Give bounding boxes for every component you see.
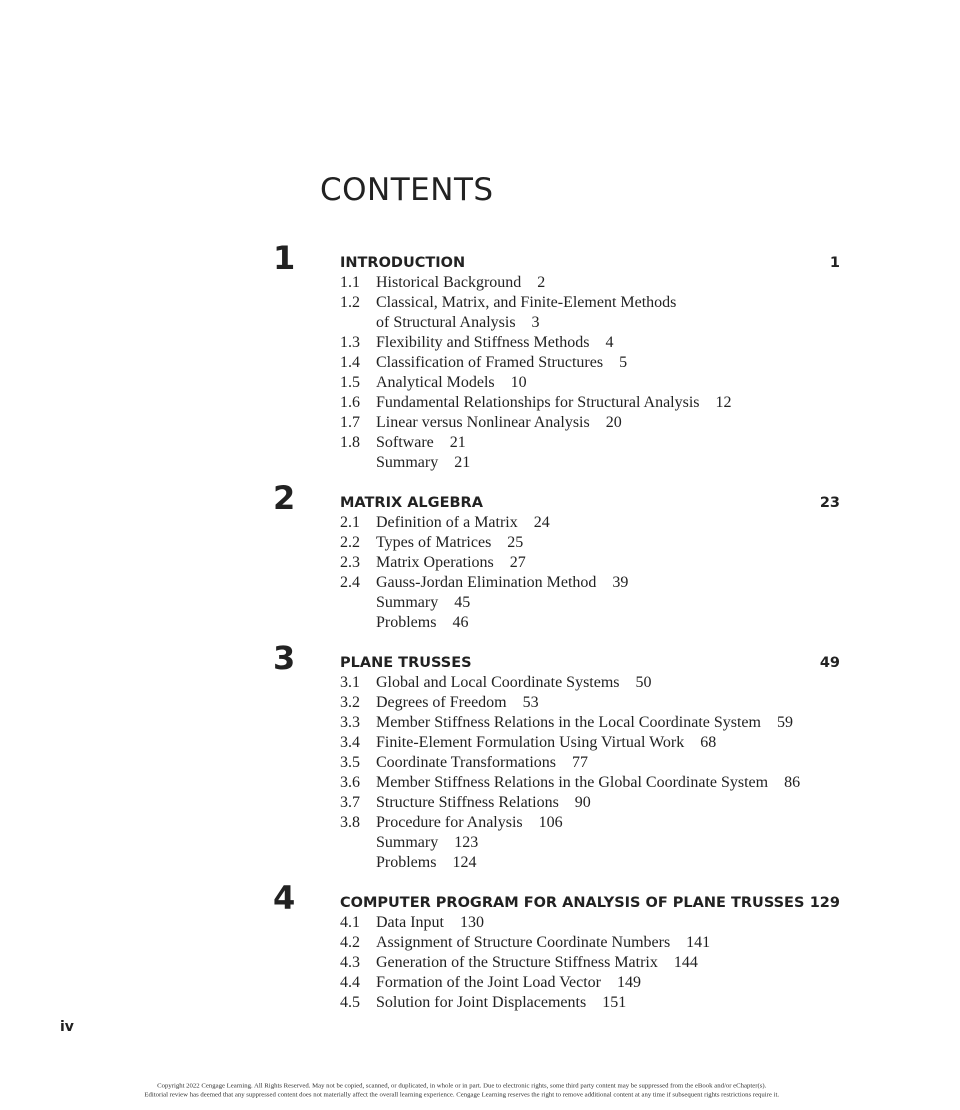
section-page-number: 25 [507, 534, 524, 551]
section-page-number: 21 [449, 434, 466, 451]
section-title: Summary [376, 594, 439, 611]
section-number: 1.5 [340, 374, 360, 391]
page-folio: iv [60, 1019, 74, 1035]
chapter-title: MATRIX ALGEBRA [340, 495, 483, 511]
section-title: Software [376, 434, 434, 451]
toc-entry[interactable] [340, 313, 860, 333]
section-title: Gauss-Jordan Elimination Method [376, 574, 597, 591]
section-number: 1.4 [340, 354, 360, 371]
toc-entry[interactable] [340, 753, 860, 773]
section-number: 1.7 [340, 414, 360, 431]
toc-entry[interactable] [340, 773, 860, 793]
chapter-number: 4 [273, 879, 296, 917]
toc-entry[interactable] [340, 593, 860, 613]
chapter-title: COMPUTER PROGRAM FOR ANALYSIS OF PLANE TRUSSES [340, 895, 805, 911]
section-title: Generation of the Structure Stiffness Matrix [376, 954, 658, 971]
section-number: 4.1 [340, 914, 360, 931]
section-title: Fundamental Relationships for Structural Analysis [376, 394, 700, 411]
toc-entry[interactable] [340, 273, 860, 293]
section-number: 2.2 [340, 534, 360, 551]
section-page-number: 5 [619, 354, 628, 371]
section-page-number: 86 [784, 774, 801, 791]
section-title: Classical, Matrix, and Finite-Element Methods [376, 294, 677, 311]
section-title: Structure Stiffness Relations [376, 794, 559, 811]
section-title: Problems [376, 614, 437, 631]
section-page-number: 149 [617, 974, 641, 991]
section-list [340, 913, 860, 1013]
chapter-page-number: 129 [809, 895, 840, 911]
section-number: 3.1 [340, 674, 360, 691]
section-page-number: 141 [686, 934, 711, 951]
section-title: Flexibility and Stiffness Methods [376, 334, 590, 351]
section-title: Problems [376, 854, 437, 871]
chapter-page-number: 49 [819, 655, 840, 671]
chapter-heading[interactable] [340, 493, 840, 513]
toc-entry[interactable] [340, 453, 860, 473]
section-title: of Structural Analysis [376, 314, 516, 331]
section-title: Summary [376, 834, 439, 851]
chapter-page-number: 23 [819, 495, 840, 511]
section-number: 1.1 [340, 274, 360, 291]
section-number: 2.1 [340, 514, 360, 531]
section-number: 3.3 [340, 714, 360, 731]
chapter-heading[interactable] [340, 893, 840, 913]
section-number: 1.2 [340, 294, 360, 311]
section-title: Types of Matrices [376, 534, 492, 551]
toc-entry[interactable] [340, 953, 860, 973]
chapter-page-number: 1 [829, 255, 840, 271]
toc-entry[interactable] [340, 933, 860, 953]
section-number: 3.6 [340, 774, 360, 791]
section-list [340, 513, 860, 633]
toc-entry[interactable] [340, 853, 860, 873]
section-page-number: 53 [522, 694, 539, 711]
section-title: Historical Background [376, 274, 522, 291]
section-number: 4.5 [340, 994, 360, 1011]
section-page-number: 27 [509, 554, 526, 571]
section-page-number: 46 [452, 614, 469, 631]
toc-entry[interactable] [340, 533, 860, 553]
chapter-heading[interactable] [340, 253, 840, 273]
toc-entry[interactable] [340, 353, 860, 373]
chapter-number: 1 [273, 239, 296, 277]
chapter-title: INTRODUCTION [340, 255, 466, 271]
toc-entry[interactable] [340, 413, 860, 433]
section-page-number: 10 [510, 374, 527, 391]
section-number: 3.4 [340, 734, 360, 751]
toc-entry[interactable] [340, 993, 860, 1013]
section-list [340, 673, 860, 873]
toc-entry[interactable] [340, 733, 860, 753]
section-page-number: 123 [454, 834, 479, 851]
section-number: 3.8 [340, 814, 360, 831]
section-title: Classification of Framed Structures [376, 354, 604, 371]
section-number: 1.3 [340, 334, 360, 351]
section-list [340, 273, 860, 473]
section-title: Analytical Models [376, 374, 495, 391]
section-title: Matrix Operations [376, 554, 494, 571]
toc-entry[interactable] [340, 793, 860, 813]
section-page-number: 90 [574, 794, 591, 811]
section-page-number: 50 [635, 674, 652, 691]
section-page-number: 45 [454, 594, 471, 611]
toc-entry[interactable] [340, 513, 860, 533]
toc-entry[interactable] [340, 713, 860, 733]
toc-entry[interactable] [340, 433, 860, 453]
toc-entry[interactable] [340, 813, 860, 833]
copyright-line: Copyright 2022 Cengage Learning. All Rights Reserved. May not be copied, scanned, or duplicated, in whole or in part. Due to electronic rights, some third party content may be suppressed from the eBook and/or eChapter(s). [157, 1081, 767, 1090]
section-number: 1.8 [340, 434, 360, 451]
toc-entry[interactable] [340, 613, 860, 633]
section-number: 2.4 [340, 574, 360, 591]
section-title: Member Stiffness Relations in the Local Coordinate System [376, 714, 761, 731]
section-page-number: 59 [776, 714, 793, 731]
toc-entry[interactable] [340, 393, 860, 413]
chapter-number: 3 [273, 639, 296, 677]
section-page-number: 144 [673, 954, 698, 971]
section-page-number: 68 [700, 734, 717, 751]
section-number: 3.2 [340, 694, 360, 711]
section-page-number: 20 [605, 414, 622, 431]
section-page-number: 77 [572, 754, 588, 771]
toc-entry[interactable] [340, 693, 860, 713]
section-page-number: 4 [605, 334, 614, 351]
toc-entry[interactable] [340, 293, 860, 313]
copyright-notice [0, 1081, 923, 1099]
section-title: Assignment of Structure Coordinate Numbers [376, 934, 671, 951]
page-title: CONTENTS [320, 172, 494, 208]
copyright-line: Editorial review has deemed that any suppressed content does not materially affect the overall learning experience. Cengage Learning reserves the right to remove additional content at any time if subsequent rights restrictions require it. [144, 1090, 780, 1099]
section-page-number: 151 [602, 994, 627, 1011]
toc-entry[interactable] [340, 673, 860, 693]
toc-entry[interactable] [340, 913, 860, 933]
section-title: Coordinate Transformations [376, 754, 556, 771]
chapter-title: PLANE TRUSSES [340, 655, 472, 671]
section-title: Definition of a Matrix [376, 514, 518, 531]
section-title: Degrees of Freedom [376, 694, 507, 711]
section-title: Solution for Joint Displacements [376, 994, 587, 1011]
section-number: 1.6 [340, 394, 360, 411]
section-title: Formation of the Joint Load Vector [376, 974, 601, 991]
toc-entry[interactable] [340, 573, 860, 593]
section-page-number: 2 [537, 274, 546, 291]
toc-entry[interactable] [340, 373, 860, 393]
section-title: Global and Local Coordinate Systems [376, 674, 620, 691]
section-number: 3.5 [340, 754, 360, 771]
section-page-number: 106 [538, 814, 563, 831]
section-title: Member Stiffness Relations in the Global Coordinate System [376, 774, 769, 791]
section-page-number: 24 [533, 514, 550, 531]
section-page-number: 21 [454, 454, 471, 471]
section-title: Data Input [376, 914, 444, 931]
section-title: Summary [376, 454, 439, 471]
toc-entry[interactable] [340, 553, 860, 573]
section-page-number: 130 [459, 914, 484, 931]
toc-entry[interactable] [340, 833, 860, 853]
section-number: 4.4 [340, 974, 360, 991]
section-title: Procedure for Analysis [376, 814, 523, 831]
section-title: Linear versus Nonlinear Analysis [376, 414, 590, 431]
section-title: Finite-Element Formulation Using Virtual Work [376, 734, 685, 751]
section-page-number: 3 [531, 314, 540, 331]
section-number: 4.3 [340, 954, 360, 971]
section-page-number: 12 [715, 394, 732, 411]
section-number: 3.7 [340, 794, 360, 811]
chapter-heading[interactable] [340, 653, 840, 673]
toc-entry[interactable] [340, 333, 860, 353]
section-page-number: 39 [612, 574, 629, 591]
section-page-number: 124 [452, 854, 477, 871]
section-number: 2.3 [340, 554, 360, 571]
chapter-number: 2 [273, 479, 296, 517]
section-number: 4.2 [340, 934, 360, 951]
toc-entry[interactable] [340, 973, 860, 993]
